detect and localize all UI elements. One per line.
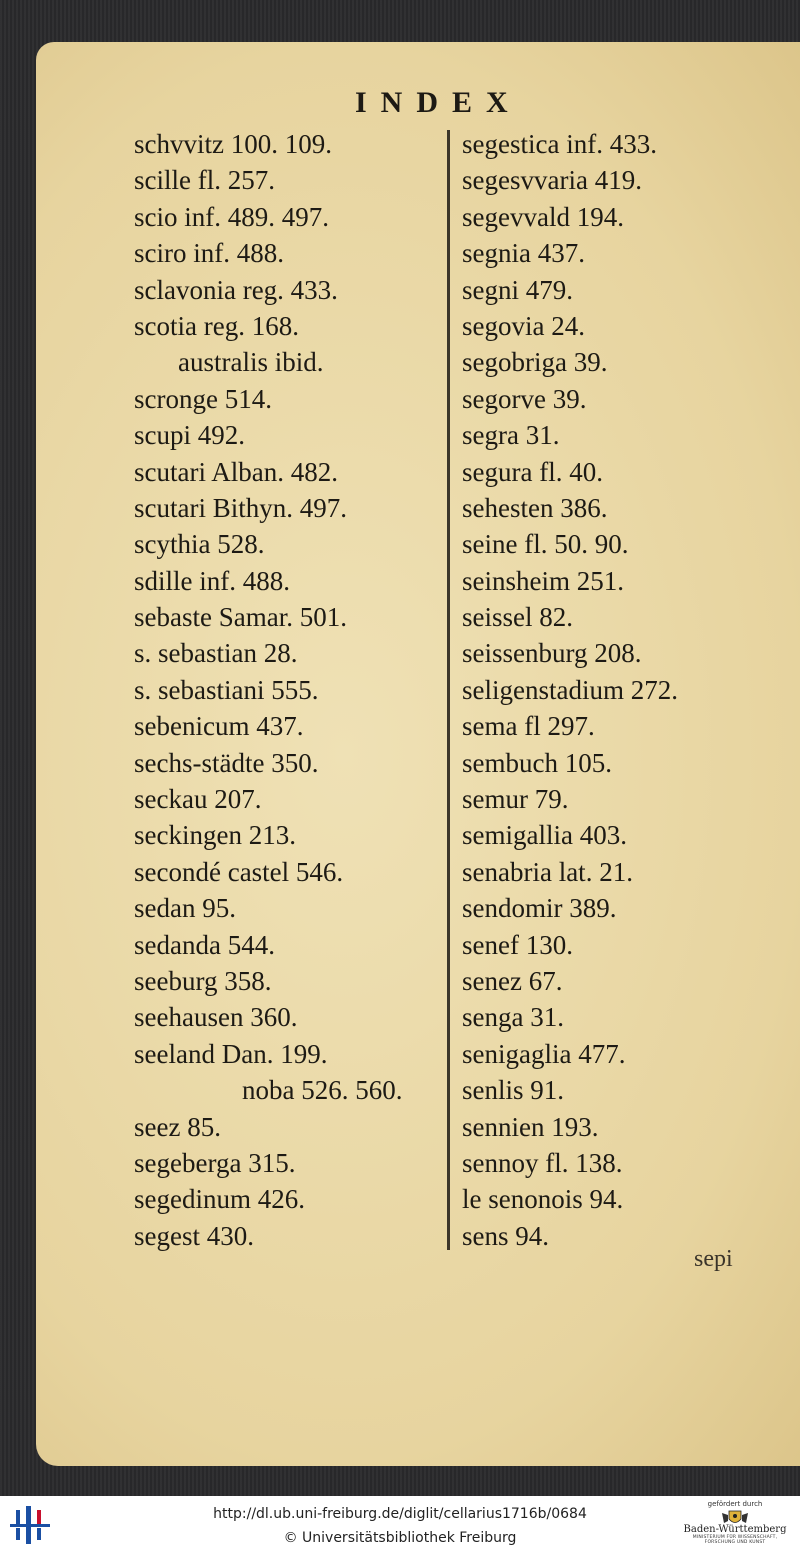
index-entry: australis ibid. — [178, 347, 324, 378]
index-entry: sehesten 386. — [462, 492, 608, 523]
index-entry: sennien 193. — [462, 1111, 599, 1142]
index-entry: seeland Dan. 199. — [134, 1038, 328, 1069]
index-entry: sdille inf. 488. — [134, 565, 290, 596]
sponsor-label: gefördert durch — [707, 1500, 763, 1508]
index-entry: sebaste Samar. 501. — [134, 602, 347, 633]
permalink-link[interactable]: http://dl.ub.uni-freiburg.de/diglit/cellarius1716b/0684 — [213, 1506, 587, 1522]
index-entry: segura fl. 40. — [462, 456, 603, 487]
index-entry: le senonois 94. — [462, 1184, 624, 1215]
index-left-column — [134, 126, 434, 1254]
catchword: sepi — [694, 1246, 733, 1272]
page-header: INDEX — [355, 86, 522, 119]
index-entry: segra 31. — [462, 420, 560, 451]
index-entry: sens 94. — [462, 1220, 549, 1251]
index-entry: sclavonia reg. 433. — [134, 274, 338, 305]
index-entry: segevvald 194. — [462, 201, 624, 232]
index-entry: segnia 437. — [462, 238, 585, 269]
index-entry: sendomir 389. — [462, 893, 617, 924]
index-entry: segobriga 39. — [462, 347, 608, 378]
viewer-footer — [0, 1496, 800, 1552]
index-entry: schvvitz 100. 109. — [134, 129, 332, 159]
index-entry: scutari Alban. 482. — [134, 456, 338, 487]
index-entry: senez 67. — [462, 965, 563, 996]
index-entry: secondé castel 546. — [134, 856, 344, 887]
index-entry: segni 479. — [462, 274, 573, 305]
index-entry: sennoy fl. 138. — [462, 1147, 623, 1178]
index-entry: seinsheim 251. — [462, 565, 624, 596]
copyright-text: © Universitätsbibliothek Freiburg — [283, 1530, 517, 1546]
index-entry: scupi 492. — [134, 420, 245, 451]
index-entry: sembuch 105. — [462, 747, 612, 778]
index-entry: segeberga 315. — [134, 1147, 296, 1178]
index-entry: senga 31. — [462, 1002, 564, 1033]
index-entry: segorve 39. — [462, 383, 587, 414]
index-entry: senef 130. — [462, 929, 573, 960]
index-entry: scille fl. 257. — [134, 165, 275, 196]
sponsor-name: Baden-Württemberg — [683, 1524, 787, 1535]
index-entry: scutari Bithyn. 497. — [134, 492, 347, 523]
column-divider — [447, 130, 450, 1250]
index-entry: senlis 91. — [462, 1075, 565, 1106]
index-entry: segedinum 426. — [134, 1184, 305, 1215]
coat-of-arms-icon — [720, 1509, 750, 1527]
index-entry: seligenstadium 272. — [462, 674, 678, 705]
index-entry: seez 85. — [134, 1111, 221, 1142]
index-entry: segestica inf. 433. — [462, 129, 657, 159]
index-entry: seckingen 213. — [134, 820, 296, 851]
index-entry: segest 430. — [134, 1220, 254, 1251]
index-right-column — [462, 126, 762, 1254]
index-entry: sedanda 544. — [134, 929, 275, 960]
sponsor-logo — [680, 1500, 790, 1550]
index-entry: seeburg 358. — [134, 965, 272, 996]
index-entry: seehausen 360. — [134, 1002, 298, 1033]
index-entry: sedan 95. — [134, 893, 236, 924]
index-entry: seissenburg 208. — [462, 638, 642, 669]
index-entry: sema fl 297. — [462, 711, 595, 742]
index-entry: segesvvaria 419. — [462, 165, 642, 196]
index-entry: seissel 82. — [462, 602, 573, 633]
index-entry: semigallia 403. — [462, 820, 627, 851]
index-entry: scronge 514. — [134, 383, 272, 414]
index-entry: sebenicum 437. — [134, 711, 304, 742]
index-entry: senigaglia 477. — [462, 1038, 626, 1069]
index-entry: segovia 24. — [462, 310, 585, 341]
index-entry: seckau 207. — [134, 784, 262, 815]
sponsor-subtitle: MINISTERIUM FÜR WISSENSCHAFT, FORSCHUNG UND KUNST — [692, 1535, 778, 1545]
index-entry: noba 526. 560. — [242, 1075, 403, 1106]
index-entry: sechs-städte 350. — [134, 747, 319, 778]
index-entry: scio inf. 489. 497. — [134, 201, 329, 232]
index-entry: semur 79. — [462, 784, 569, 815]
index-entry: seine fl. 50. 90. — [462, 529, 629, 560]
index-entry: scotia reg. 168. — [134, 310, 299, 341]
index-entry: s. sebastian 28. — [134, 638, 298, 669]
index-entry: s. sebastiani 555. — [134, 674, 319, 705]
index-entry: senabria lat. 21. — [462, 856, 633, 887]
index-entry: scythia 528. — [134, 529, 265, 560]
index-entry: sciro inf. 488. — [134, 238, 284, 269]
